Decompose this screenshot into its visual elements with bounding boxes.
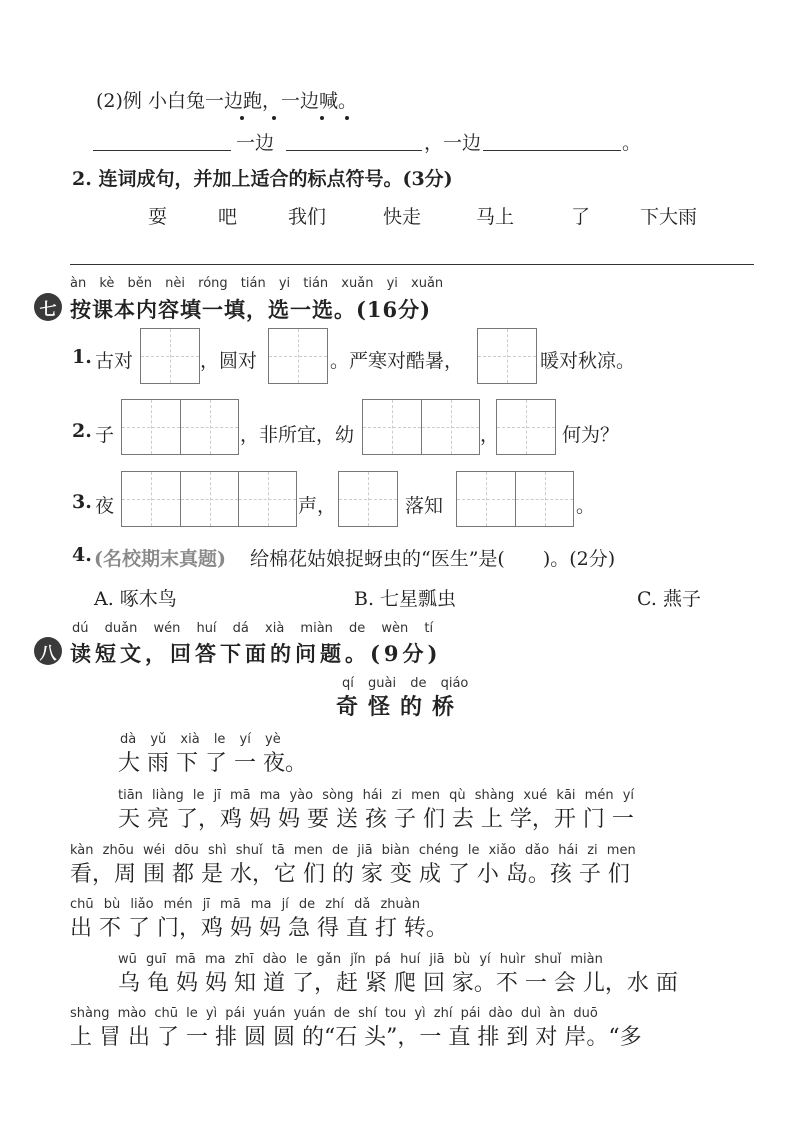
- text-line: 看，周 围 都 是 水，它 们 的 家 变 成 了 小 岛。孩 子 们: [70, 862, 630, 887]
- fill-yibian-1: 一边: [236, 132, 275, 154]
- q3-text-c: 落知: [405, 495, 444, 517]
- sec8-pinyin: dú duǎn wén huí dá xià miàn de wèn tí: [72, 621, 434, 636]
- option-a[interactable]: A. 啄木鸟: [94, 588, 177, 610]
- char-box[interactable]: [456, 471, 574, 527]
- char-box[interactable]: [477, 328, 537, 384]
- char-box[interactable]: [338, 471, 398, 527]
- exam-tag: (名校期末真题): [94, 548, 226, 570]
- emphasis-dot: [272, 116, 276, 120]
- word: 马上: [476, 206, 515, 228]
- char-box[interactable]: [121, 399, 239, 455]
- text-line: 大 雨 下 了 一 夜。: [118, 751, 307, 776]
- word: 吧: [218, 206, 238, 228]
- pinyin-line: tiān liàng le jī mā ma yào sòng hái zi men qù shàng xué kāi mén yí: [118, 788, 634, 803]
- q3-text-a: 夜: [95, 495, 115, 517]
- pinyin-line: dà yǔ xià le yí yè: [120, 732, 281, 747]
- pinyin-line: kàn zhōu wéi dōu shì shuǐ tā men de jiā biàn chéng le xiǎo dǎo hái zi men: [70, 843, 636, 858]
- char-box[interactable]: [362, 399, 480, 455]
- sec7-title: 按课本内容填一填，选一选。(16分): [70, 297, 432, 322]
- q3-text-d: 。: [576, 495, 596, 517]
- fill-end: 。: [622, 132, 642, 154]
- char-box[interactable]: [140, 328, 200, 384]
- word: 耍: [148, 206, 168, 228]
- q-number: 4.: [72, 544, 92, 566]
- section-badge: 七: [34, 293, 62, 321]
- word: 快走: [383, 206, 422, 228]
- story-title-pinyin: qí guài de qiáo: [342, 676, 469, 691]
- text-line: 天 亮 了，鸡 妈 妈 要 送 孩 子 们 去 上 学，开 门 一: [118, 807, 634, 832]
- q1-text-b: ，圆对: [200, 350, 258, 372]
- fill-yibian-2: ，一边: [424, 132, 482, 154]
- q4-text: 给棉花姑娘捉蚜虫的“医生”是( )。(2分): [250, 548, 616, 570]
- text-line: 乌 龟 妈 妈 知 道 了，赶 紧 爬 回 家。不 一 会 儿，水 面: [118, 971, 678, 996]
- option-b[interactable]: B. 七星瓢虫: [354, 588, 457, 610]
- emphasis-dot: [240, 116, 244, 120]
- q1-text-c: 。严寒对酷暑，: [330, 350, 464, 372]
- word: 了: [571, 206, 591, 228]
- q2-text-d: 何为？: [562, 424, 620, 446]
- char-box[interactable]: [121, 471, 297, 527]
- pinyin-line: wū guī mā ma zhī dào le gǎn jǐn pá huí jiā bù yí huìr shuǐ miàn: [118, 952, 603, 967]
- char-box[interactable]: [268, 328, 328, 384]
- char-box[interactable]: [496, 399, 556, 455]
- pinyin-line: shàng mào chū le yì pái yuán yuán de shí tou yì zhí pái dào duì àn duō: [70, 1006, 598, 1021]
- q-number: 2.: [72, 420, 92, 442]
- q2-text-c: ，: [480, 424, 500, 446]
- answer-blank[interactable]: [286, 150, 422, 151]
- word: 下大雨: [640, 206, 698, 228]
- sec8-title: 读短文，回答下面的问题。(9分): [70, 641, 442, 666]
- example-sentence: (2)例 小白兔一边跑，一边喊。: [96, 90, 357, 112]
- emphasis-dot: [320, 116, 324, 120]
- story-title: 奇怪的桥: [336, 694, 465, 720]
- sec7-pinyin: àn kè běn nèi róng tián yi tián xuǎn yi xuǎn: [70, 276, 444, 291]
- q2-text-b: ，非所宜，幼: [240, 424, 355, 446]
- q-number: 1.: [72, 346, 92, 368]
- q1-text-d: 暖对秋凉。: [540, 350, 636, 372]
- answer-blank[interactable]: [483, 150, 621, 151]
- q2-text-a: 子: [95, 424, 115, 446]
- q3-text-b: 声，: [298, 495, 337, 517]
- option-c[interactable]: C. 燕子: [637, 588, 701, 610]
- q-number: 3.: [72, 491, 92, 513]
- text-line: 出 不 了 门，鸡 妈 妈 急 得 直 打 转。: [70, 916, 448, 941]
- section-badge: 八: [34, 637, 62, 665]
- pinyin-line: chū bù liǎo mén jī mā ma jí de zhí dǎ zhuàn: [70, 897, 420, 912]
- word: 我们: [288, 206, 327, 228]
- text-line: 上 冒 出 了 一 排 圆 圆 的“石 头”，一 直 排 到 对 岸。“多: [70, 1025, 642, 1050]
- answer-line[interactable]: [70, 264, 754, 265]
- q2-title: 2. 连词成句，并加上适合的标点符号。(3分): [72, 168, 453, 190]
- q1-text-a: 古对: [95, 350, 134, 372]
- answer-blank[interactable]: [93, 150, 231, 151]
- emphasis-dot: [345, 116, 349, 120]
